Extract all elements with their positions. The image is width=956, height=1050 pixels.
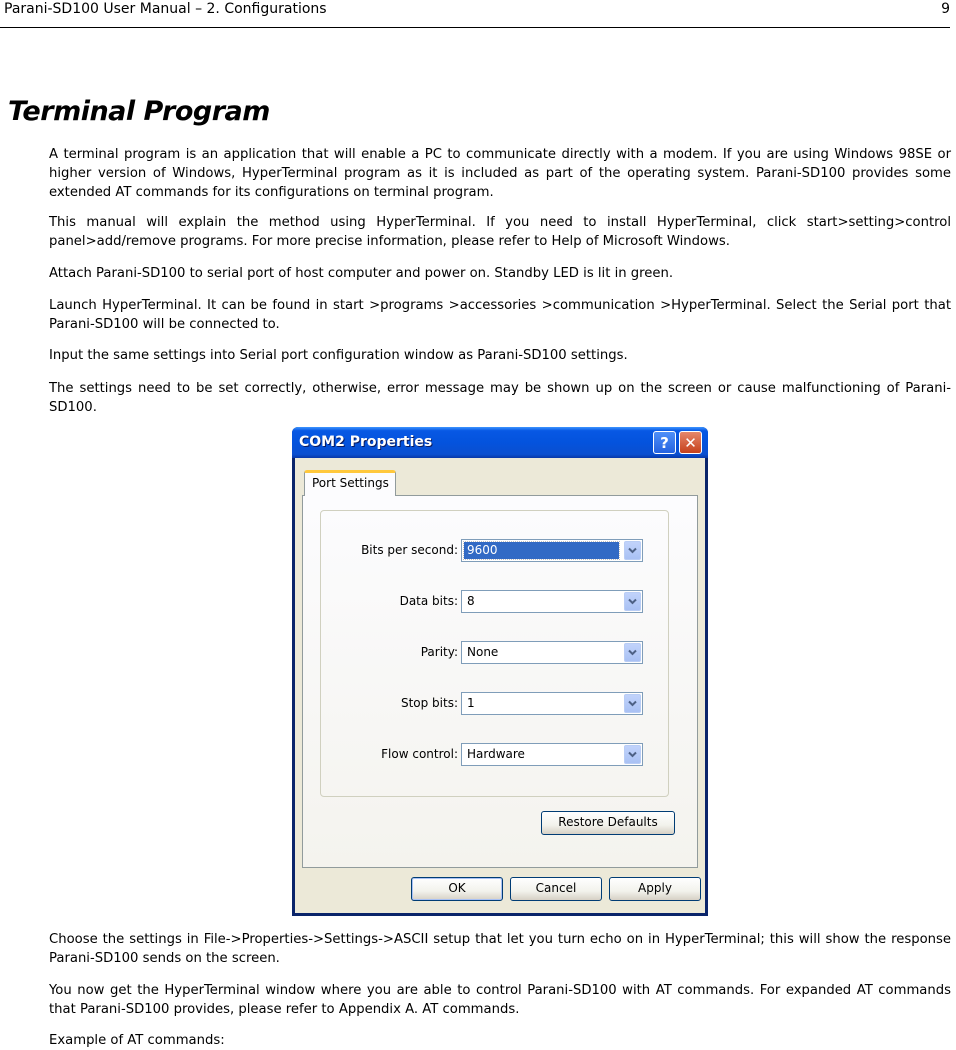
- paragraph-echo: Choose the settings in File->Properties->Settings->ASCII setup that let you turn echo on in HyperTerminal; this will show the response Parani-SD100 sends on the screen.: [49, 932, 951, 966]
- port-settings-group: [320, 510, 669, 797]
- field-row-parity: [321, 641, 670, 665]
- flow-control-label: Flow control:: [381, 747, 458, 761]
- help-icon: ?: [660, 434, 669, 452]
- paragraph-attach: Attach Parani-SD100 to serial port of host computer and power on. Standby LED is lit in green.: [49, 266, 674, 281]
- restore-defaults-button[interactable]: Restore Defaults: [541, 811, 675, 835]
- close-button[interactable]: [679, 431, 702, 454]
- dropdown-arrow-button[interactable]: [624, 745, 641, 764]
- section-title: Terminal Program: [8, 96, 270, 127]
- chevron-down-icon: [628, 751, 637, 758]
- field-row-flow-control: [321, 743, 670, 767]
- chevron-down-icon: [628, 649, 637, 656]
- paragraph-warning: The settings need to be set correctly, otherwise, error message may be shown up on the screen or cause malfunctioning of Parani-SD100.: [49, 381, 951, 415]
- field-row-stop-bits: [321, 692, 670, 716]
- parity-value: None: [467, 645, 499, 659]
- flow-control-value: Hardware: [467, 747, 525, 761]
- stop-bits-select[interactable]: [461, 692, 643, 715]
- dropdown-arrow-button[interactable]: [624, 541, 641, 560]
- data-bits-label: Data bits:: [399, 594, 458, 608]
- paragraph-at-commands: You now get the HyperTerminal window where you are able to control Parani-SD100 with AT commands. For expanded AT commands that Parani-SD100 provides, please refer to Appendix A. AT commands.: [49, 983, 951, 1017]
- paragraph-intro: A terminal program is an application that will enable a PC to communicate directly with a modem. If you are using Windows 98SE or higher version of Windows, HyperTerminal program as it is included as part of the operating system. Parani-SD100 provides some extended AT commands for its configurations on terminal program.: [49, 147, 951, 200]
- paragraph-input: Input the same settings into Serial port configuration window as Parani-SD100 settings.: [49, 348, 628, 363]
- close-icon: ✕: [684, 434, 697, 452]
- parity-select[interactable]: [461, 641, 643, 664]
- cancel-button[interactable]: Cancel: [510, 877, 602, 901]
- stop-bits-value: 1: [467, 696, 475, 710]
- dropdown-arrow-button[interactable]: [624, 694, 641, 713]
- page-header: [0, 0, 950, 28]
- chevron-down-icon: [628, 598, 637, 605]
- bits-per-second-select[interactable]: [461, 539, 643, 562]
- paragraph-launch: Launch HyperTerminal. It can be found in start >programs >accessories >communication >HyperTerminal. Select the Serial port that Parani-SD100 will be connected to.: [49, 298, 951, 332]
- chevron-down-icon: [628, 547, 637, 554]
- page-number: 9: [941, 1, 950, 17]
- dialog-client-area: [295, 458, 705, 913]
- chevron-down-icon: [628, 700, 637, 707]
- stop-bits-label: Stop bits:: [400, 696, 458, 710]
- field-row-bits-per-second: [321, 539, 670, 563]
- data-bits-select[interactable]: [461, 590, 643, 613]
- dropdown-arrow-button[interactable]: [624, 592, 641, 611]
- paragraph-install: This manual will explain the method using HyperTerminal. If you need to install HyperTerminal, click start>setting>control panel>add/remove programs. For more precise information, please refer to Help of Microsoft Windows.: [49, 215, 951, 249]
- tab-port-settings[interactable]: Port Settings: [304, 470, 396, 496]
- bits-per-second-label: Bits per second:: [361, 543, 458, 557]
- ok-button[interactable]: OK: [411, 877, 503, 901]
- paragraph-example: Example of AT commands:: [49, 1033, 225, 1048]
- header-title: Parani-SD100 User Manual – 2. Configurations: [4, 1, 327, 17]
- data-bits-value: 8: [467, 594, 475, 608]
- field-row-data-bits: [321, 590, 670, 614]
- flow-control-select[interactable]: [461, 743, 643, 766]
- dialog-titlebar[interactable]: [292, 427, 708, 458]
- apply-button[interactable]: Apply: [609, 877, 701, 901]
- dropdown-arrow-button[interactable]: [624, 643, 641, 662]
- dialog-title: COM2 Properties: [299, 434, 433, 450]
- com2-properties-dialog: [292, 427, 708, 916]
- parity-label: Parity:: [420, 645, 458, 659]
- help-button[interactable]: [653, 431, 676, 454]
- bits-per-second-value: 9600: [464, 542, 619, 559]
